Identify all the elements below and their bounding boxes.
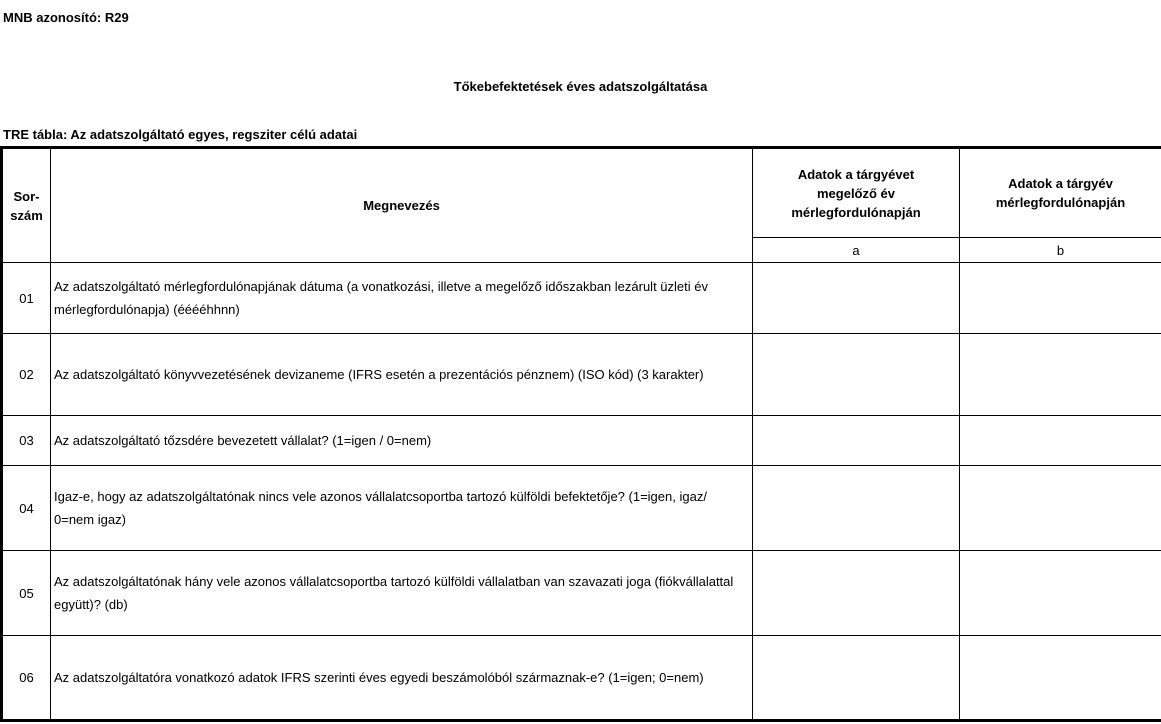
row-description: Az adatszolgáltatóra vonatkozó adatok IFRS szerinti éves egyedi beszámolóból származnak-e? (1=igen; 0=nem) xyxy=(51,636,753,721)
row-value-a[interactable] xyxy=(753,466,960,551)
header-row xyxy=(2,148,1161,238)
table-row xyxy=(2,416,1161,466)
col-header-megnevezes: Megnevezés xyxy=(51,148,753,263)
table-row xyxy=(2,263,1161,334)
row-value-b[interactable] xyxy=(960,551,1161,636)
row-value-a[interactable] xyxy=(753,636,960,721)
table-row xyxy=(2,551,1161,636)
row-value-a[interactable] xyxy=(753,416,960,466)
row-value-b[interactable] xyxy=(960,263,1161,334)
col-header-sorszam: Sor- szám xyxy=(2,148,51,263)
row-description: Igaz-e, hogy az adatszolgáltatónak nincs vele azonos vállalatcsoportba tartozó külföldi befektetője? (1=igen, igaz/ 0=nem igaz) xyxy=(51,466,753,551)
row-description: Az adatszolgáltató könyvvezetésének devizaneme (IFRS esetén a prezentációs pénznem) (ISO kód) (3 karakter) xyxy=(51,334,753,416)
document-title: Tőkebefektetések éves adatszolgáltatása xyxy=(453,79,708,94)
row-value-b[interactable] xyxy=(960,466,1161,551)
row-value-b[interactable] xyxy=(960,416,1161,466)
row-description: Az adatszolgáltató mérlegfordulónapjának dátuma (a vonatkozási, illetve a megelőző időszakban lezárult üzleti év mérlegfordulónapja) (éééé​hhnn) xyxy=(51,263,753,334)
row-number: 06 xyxy=(2,636,51,721)
row-value-b[interactable] xyxy=(960,636,1161,721)
row-value-a[interactable] xyxy=(753,263,960,334)
row-value-b[interactable] xyxy=(960,334,1161,416)
row-value-a[interactable] xyxy=(753,334,960,416)
row-value-a[interactable] xyxy=(753,551,960,636)
col-header-b: Adatok a tárgyév mérlegfordulónapján xyxy=(960,148,1161,238)
table-row xyxy=(2,466,1161,551)
tre-table xyxy=(0,146,1161,722)
col-index-b: b xyxy=(960,238,1161,263)
row-description: Az adatszolgáltatónak hány vele azonos vállalatcsoportba tartozó külföldi vállalatban van szavazati joga (fiókvállalattal együtt)? (db) xyxy=(51,551,753,636)
row-number: 04 xyxy=(2,466,51,551)
row-number: 05 xyxy=(2,551,51,636)
table-row xyxy=(2,636,1161,721)
table-caption: TRE tábla: Az adatszolgáltató egyes, regsziter célú adatai xyxy=(3,127,358,142)
col-index-a: a xyxy=(753,238,960,263)
col-header-a: Adatok a tárgyévet megelőző év mérlegfordulónapján xyxy=(753,148,960,238)
row-number: 01 xyxy=(2,263,51,334)
table-row xyxy=(2,334,1161,416)
row-description: Az adatszolgáltató tőzsdére bevezetett vállalat? (1=igen / 0=nem) xyxy=(51,416,753,466)
row-number: 03 xyxy=(2,416,51,466)
mnb-identifier: MNB azonosító: R29 xyxy=(3,10,129,25)
row-number: 02 xyxy=(2,334,51,416)
